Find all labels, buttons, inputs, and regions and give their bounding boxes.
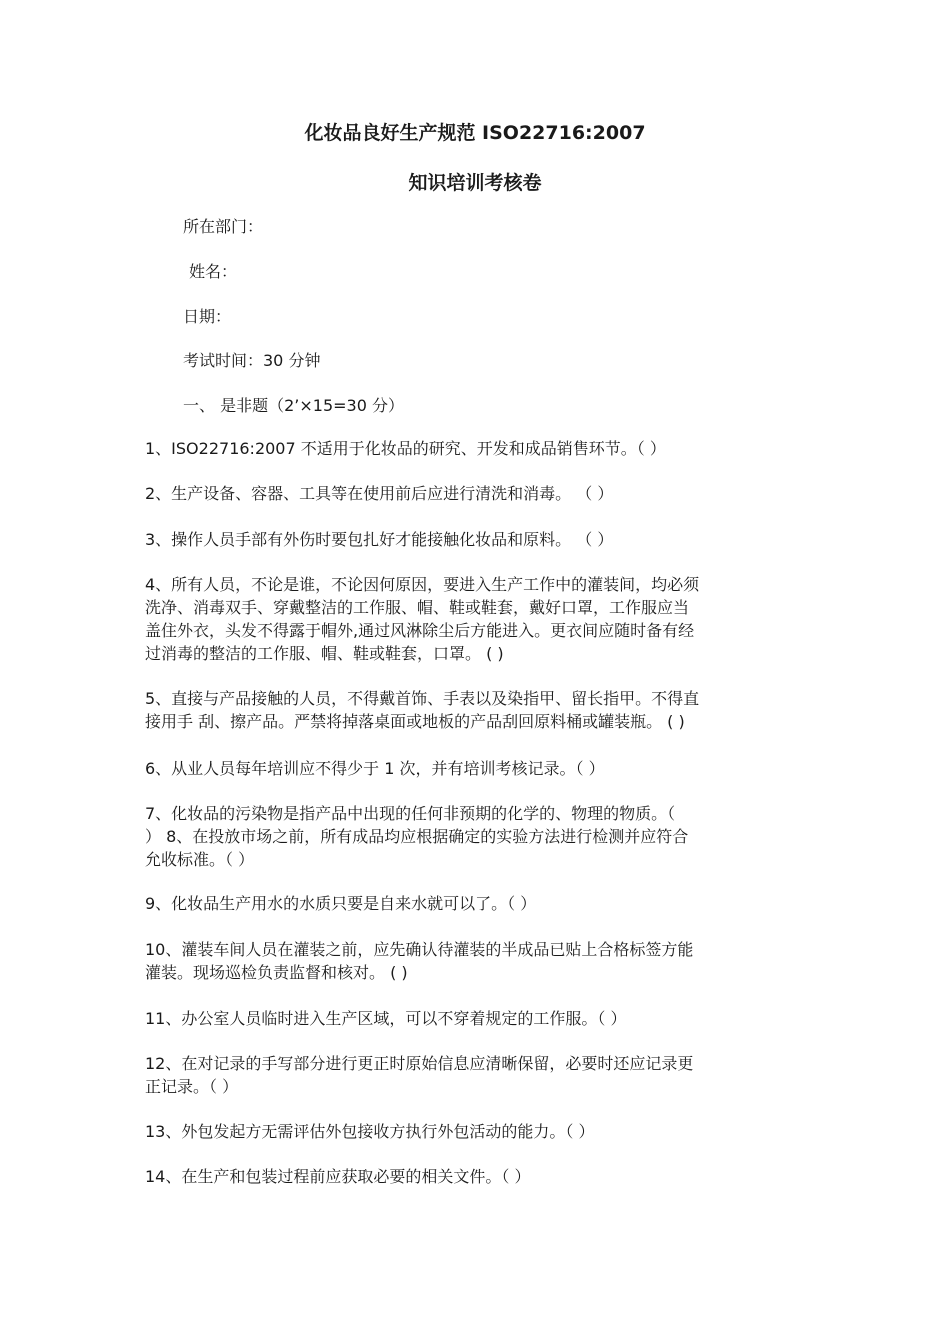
question-line: 9、化妆品生产用水的水质只要是自来水就可以了。（ ） <box>145 894 537 913</box>
question-10 <box>145 938 810 984</box>
question-14 <box>145 1165 810 1188</box>
question-line: 11、办公室人员临时进入生产区域，可以不穿着规定的工作服。（ ） <box>145 1009 627 1028</box>
question-line: 2、生产设备、容器、工具等在使用前后应进行清洗和消毒。 （ ） <box>145 484 614 503</box>
question-line: 盖住外衣，头发不得露于帽外,通过风淋除尘后方能进入。更衣间应随时备有经 <box>145 621 695 640</box>
question-2 <box>145 482 810 505</box>
section-heading-true-false: 一、 是非题（2’×15=30 分） <box>183 396 404 415</box>
question-line: ） 8、在投放市场之前，所有成品均应根据确定的实验方法进行检测并应符合 <box>145 827 689 846</box>
name-field: 姓名： <box>189 262 238 281</box>
question-3 <box>145 528 810 551</box>
question-line: 7、化妆品的污染物是指产品中出现的任何非预期的化学的、物理的物质。（ <box>145 804 676 823</box>
question-11 <box>145 1007 810 1030</box>
question-line: 灌装。现场巡检负责监督和核对。 ( ) <box>145 963 408 982</box>
question-line: 13、外包发起方无需评估外包接收方执行外包活动的能力。（ ） <box>145 1122 595 1141</box>
department-field: 所在部门： <box>183 217 264 236</box>
question-line: 12、在对记录的手写部分进行更正时原始信息应清晰保留，必要时还应记录更 <box>145 1054 694 1073</box>
exam-time-field: 考试时间：30 分钟 <box>183 351 321 370</box>
question-13 <box>145 1120 810 1143</box>
question-4 <box>145 573 810 665</box>
question-line: 10、灌装车间人员在灌装之前，应先确认待灌装的半成品已贴上合格标签方能 <box>145 940 694 959</box>
question-line: 6、从业人员每年培训应不得少于 1 次，并有培训考核记录。（ ） <box>145 759 605 778</box>
question-line: 正记录。（ ） <box>145 1077 239 1096</box>
question-line: 洗净、消毒双手、穿戴整洁的工作服、帽、鞋或鞋套，戴好口罩，工作服应当 <box>145 598 690 617</box>
question-9 <box>145 892 810 915</box>
question-1 <box>145 437 810 460</box>
question-line: 接用手 刮、擦产品。严禁将掉落桌面或地板的产品刮回原料桶或罐装瓶。 ( ) <box>145 712 685 731</box>
question-line: 14、在生产和包装过程前应获取必要的相关文件。（ ） <box>145 1167 531 1186</box>
document-title: 化妆品良好生产规范 ISO22716:2007 <box>304 122 646 144</box>
question-line: 过消毒的整洁的工作服、帽、鞋或鞋套，口罩。 ( ) <box>145 644 504 663</box>
question-6 <box>145 757 810 780</box>
date-field: 日期： <box>183 307 232 326</box>
document-subtitle: 知识培训考核卷 <box>408 172 542 194</box>
question-line: 4、所有人员，不论是谁，不论因何原因，要进入生产工作中的灌装间，均必须 <box>145 575 700 594</box>
question-line: 1、ISO22716:2007 不适用于化妆品的研究、开发和成品销售环节。（ ） <box>145 439 666 458</box>
question-line: 允收标准。（ ） <box>145 850 255 869</box>
question-5 <box>145 687 810 733</box>
question-line: 3、操作人员手部有外伤时要包扎好才能接触化妆品和原料。 （ ） <box>145 530 614 549</box>
question-line: 5、直接与产品接触的人员，不得戴首饰、手表以及染指甲、留长指甲。不得直 <box>145 689 700 708</box>
question-12 <box>145 1052 810 1098</box>
question-7-8 <box>145 802 810 871</box>
